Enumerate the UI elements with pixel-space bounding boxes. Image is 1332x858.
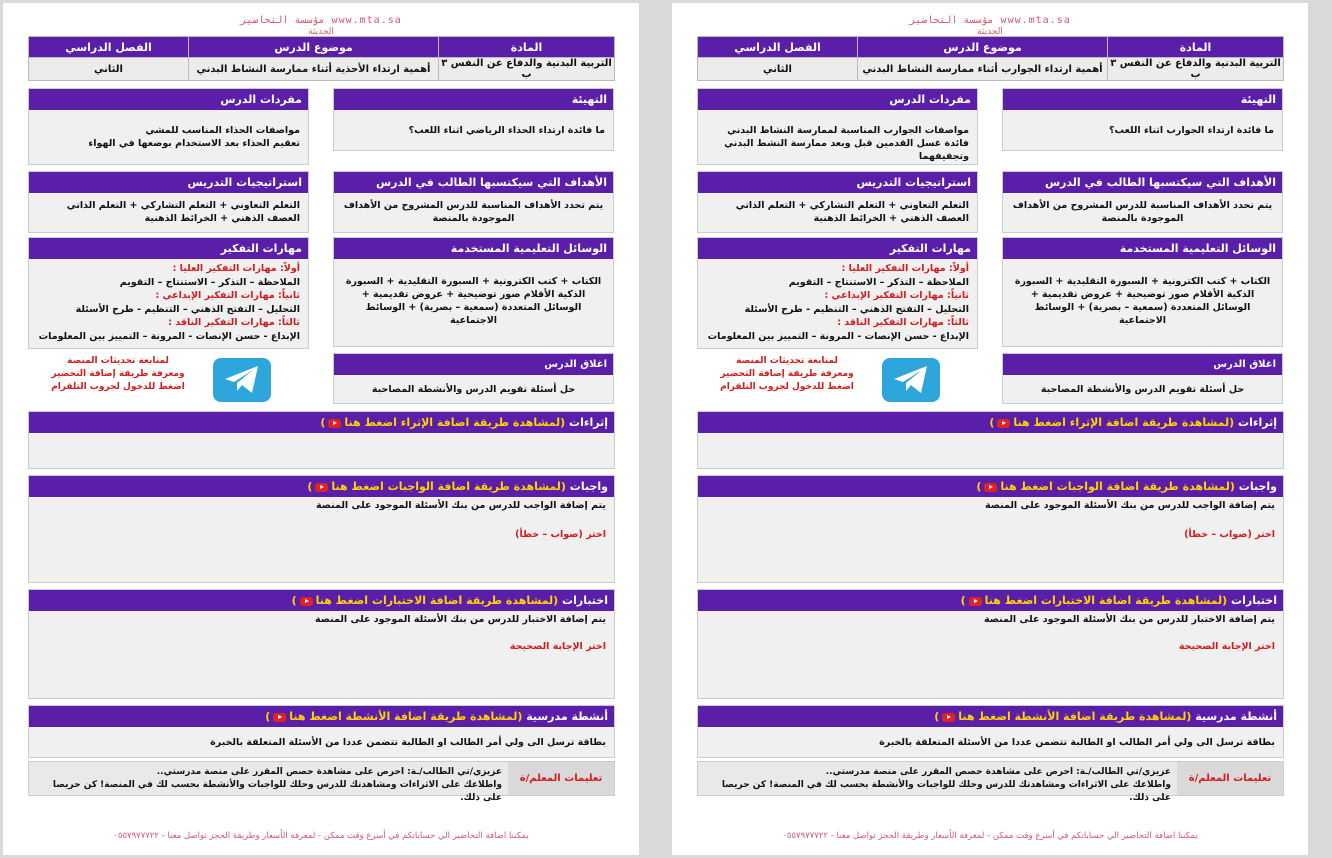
term-value: الثاني bbox=[698, 58, 858, 81]
thinking-title: مهارات التفكير bbox=[29, 238, 308, 259]
topic-value: أهمية ارتداء الأحذية أثناء ممارسة النشاط البدني bbox=[189, 58, 439, 81]
youtube-icon[interactable] bbox=[969, 597, 982, 606]
subject-value: التربية البدنية والدفاع عن النفس ٣ ب bbox=[1108, 58, 1284, 81]
strategies-line-1: التعلم التعاوني + التعلم التشاركي + التعلم الذاتي bbox=[66, 200, 300, 211]
closing-title: اغلاق الدرس bbox=[334, 354, 613, 375]
header-sub-text: الحديثة bbox=[308, 27, 334, 37]
col-term: الفصل الدراسي bbox=[698, 37, 858, 58]
vocab-line-2: تعقيم الحذاء بعد الاستخدام بوضعها في الهواء bbox=[88, 138, 300, 149]
youtube-icon[interactable] bbox=[273, 713, 286, 722]
teacher-notes-row bbox=[697, 761, 1284, 803]
closing-text: حل أسئلة تقويم الدرس والأنشطة المصاحبة bbox=[371, 383, 576, 395]
footer-contact: يمكننا اضافة التحاضير الي حساباتكم في أسرع وقت ممكن - لمعرفة الأسعار وطريقة الحجز تواصل معنا - ٠٥٥٧٩٧٧٧٢٢ bbox=[782, 831, 1198, 841]
activities-section bbox=[697, 705, 1284, 758]
tests-close-paren: ) bbox=[291, 594, 297, 607]
homework-type: اختر (صواب – خطأ) bbox=[1184, 529, 1275, 540]
tests-title[interactable] bbox=[29, 590, 614, 611]
activities-section bbox=[28, 705, 615, 758]
goals-text: يتم تحدد الأهداف المناسبة للدرس المشروح من الأهداف الموجودة بالمنصة bbox=[343, 200, 604, 224]
enrichment-link[interactable]: (لمشاهدة طريقة اضافة الإثراء اضغط هنا bbox=[344, 416, 566, 429]
vocab-line-1: مواصفات الجوارب المناسبة لممارسة النشاط البدني bbox=[727, 125, 969, 136]
enrichment-close-paren: ) bbox=[320, 416, 326, 429]
youtube-icon[interactable] bbox=[942, 713, 955, 722]
telegram-icon[interactable] bbox=[213, 358, 271, 402]
warmup-section bbox=[1002, 88, 1283, 151]
strategies-line-2: العصف الذهني + الخرائط الذهنية bbox=[813, 213, 969, 224]
col-term: الفصل الدراسي bbox=[29, 37, 189, 58]
activities-label: أنشطة مدرسية bbox=[1191, 710, 1277, 723]
tools-title: الوسائل التعليمية المستخدمة bbox=[1003, 238, 1282, 259]
promo-line-2: ومعرفة طريقة إضافة التحضير bbox=[51, 369, 185, 379]
homework-type: اختر (صواب – خطأ) bbox=[515, 529, 606, 540]
tests-section bbox=[697, 589, 1284, 699]
closing-text: حل أسئلة تقويم الدرس والأنشطة المصاحبة bbox=[1040, 383, 1245, 395]
closing-section bbox=[1002, 353, 1283, 404]
tests-type: اختر الإجابة الصحيحة bbox=[509, 641, 606, 652]
homework-text: يتم إضافة الواجب للدرس من بنك الأسئلة الموجود على المنصة bbox=[315, 500, 606, 511]
homework-title[interactable] bbox=[698, 476, 1283, 497]
activities-text: بطاقة ترسل الى ولي أمر الطالب او الطالبة تتضمن عددا من الأسئلة المتعلقة بالخبرة bbox=[210, 736, 606, 748]
tools-text: الكتاب + كتب الكترونية + السبورة التقليدية + السبورة الذكية الأقلام صور توضيحية + عروض تقديمية + الوسائل المتعددة (سمعية – بصرية) + الوسائط الاجتماعية bbox=[345, 276, 602, 326]
youtube-icon[interactable] bbox=[328, 419, 341, 428]
teacher-notes-line-2: واطلاعك على الاثراءات ومشاهدتك للدرس وحلك للواجبات والأنشطة بحسب لك في المنصة! كن حريصا على ذلك. bbox=[52, 780, 502, 803]
thinking-text-3: الإبداع - حسن الإنصات - المرونة – التمييز بين المعلومات bbox=[38, 330, 300, 342]
activities-label: أنشطة مدرسية bbox=[522, 710, 608, 723]
promo-line-3: اضغط للدخول لجروب التلقرام bbox=[720, 382, 854, 392]
tests-close-paren: ) bbox=[960, 594, 966, 607]
vocab-section bbox=[697, 88, 978, 165]
strategies-section bbox=[28, 171, 309, 233]
vocab-title: مفردات الدرس bbox=[29, 89, 308, 110]
tools-text: الكتاب + كتب الكترونية + السبورة التقليدية + السبورة الذكية الأقلام صور توضيحية + عروض تقديمية + الوسائل المتعددة (سمعية – بصرية) + الوسائط الاجتماعية bbox=[1014, 276, 1271, 326]
closing-title: اغلاق الدرس bbox=[1003, 354, 1282, 375]
thinking-section bbox=[28, 237, 309, 349]
thinking-heading-3: ثالثاً: مهارات التفكير الناقد : bbox=[837, 317, 969, 328]
document-page-2 bbox=[672, 3, 1308, 855]
activities-title[interactable] bbox=[29, 706, 614, 727]
tests-link[interactable]: (لمشاهدة طريقة اضافة الاختبارات اضغط هنا bbox=[315, 594, 559, 607]
teacher-notes-label: تعليمات المعلم/ة bbox=[1177, 762, 1283, 795]
warmup-text: ما فائدة ارتداء الجوارب اثناء اللعب؟ bbox=[1109, 124, 1274, 136]
teacher-notes-text bbox=[29, 762, 508, 803]
tests-section bbox=[28, 589, 615, 699]
telegram-promo[interactable] bbox=[712, 355, 862, 394]
enrichment-link[interactable]: (لمشاهدة طريقة اضافة الإثراء اضغط هنا bbox=[1013, 416, 1235, 429]
term-value: الثاني bbox=[29, 58, 189, 81]
tools-title: الوسائل التعليمية المستخدمة bbox=[334, 238, 613, 259]
vocab-line-2: فائدة غسل القدمين قبل وبعد ممارسة النشط البدني وتجفيفهما bbox=[724, 138, 969, 162]
teacher-notes-line-1: عزيزي/تي الطالب/ـة: احرص على مشاهدة حصص المقرر على منصة مدرستي.. bbox=[156, 767, 502, 777]
warmup-section bbox=[333, 88, 614, 151]
enrichment-section bbox=[28, 411, 615, 469]
vocab-line-1: مواصفات الحذاء المناسب للمشي bbox=[145, 125, 300, 136]
homework-close-paren: ) bbox=[976, 480, 982, 493]
tests-text: يتم إضافة الاختبار للدرس من بنك الأسئلة الموجود على المنصة bbox=[314, 614, 606, 625]
homework-link[interactable]: (لمشاهدة طريقة اضافة الواجبات اضغط هنا bbox=[1000, 480, 1235, 493]
youtube-icon[interactable] bbox=[984, 483, 997, 492]
activities-text: بطاقة ترسل الى ولي أمر الطالب او الطالبة تتضمن عددا من الأسئلة المتعلقة بالخبرة bbox=[879, 736, 1275, 748]
goals-title: الأهداف التي سيكتسبها الطالب في الدرس bbox=[1003, 172, 1282, 193]
header-sub-text: الحديثة bbox=[977, 27, 1003, 37]
footer-contact: يمكننا اضافة التحاضير الي حساباتكم في أسرع وقت ممكن - لمعرفة الأسعار وطريقة الحجز تواصل معنا - ٠٥٥٧٩٧٧٧٢٢ bbox=[113, 831, 529, 841]
goals-text: يتم تحدد الأهداف المناسبة للدرس المشروح من الأهداف الموجودة بالمنصة bbox=[1012, 200, 1273, 224]
thinking-text-3: الإبداع - حسن الإنصات - المرونة – التمييز بين المعلومات bbox=[707, 330, 969, 342]
youtube-icon[interactable] bbox=[315, 483, 328, 492]
col-subject: المادة bbox=[1108, 37, 1284, 58]
thinking-heading-2: ثانياً: مهارات التفكير الإبداعي : bbox=[824, 290, 969, 301]
vocab-section bbox=[28, 88, 309, 165]
homework-link[interactable]: (لمشاهدة طريقة اضافة الواجبات اضغط هنا bbox=[331, 480, 566, 493]
strategies-title: استراتيجيات التدريس bbox=[29, 172, 308, 193]
homework-section bbox=[697, 475, 1284, 583]
goals-title: الأهداف التي سيكتسبها الطالب في الدرس bbox=[334, 172, 613, 193]
tests-text: يتم إضافة الاختبار للدرس من بنك الأسئلة الموجود على المنصة bbox=[983, 614, 1275, 625]
thinking-text-2: التحليل – التفتح الذهني – التنظيم - طرح الأسئلة bbox=[744, 303, 969, 315]
subject-value: التربية البدنية والدفاع عن النفس ٣ ب bbox=[439, 58, 615, 81]
strategies-title: استراتيجيات التدريس bbox=[698, 172, 977, 193]
teacher-notes-line-2: واطلاعك على الاثراءات ومشاهدتك للدرس وحلك للواجبات والأنشطة بحسب لك في المنصة! كن حريصا على ذلك. bbox=[721, 780, 1171, 803]
thinking-section bbox=[697, 237, 978, 349]
promo-line-1: لمتابعة تحديثات المنصة bbox=[67, 356, 169, 366]
header-site: www.mta.sa مؤسسة التحاضير bbox=[909, 15, 1071, 26]
tests-link[interactable]: (لمشاهدة طريقة اضافة الاختبارات اضغط هنا bbox=[984, 594, 1228, 607]
info-table bbox=[28, 36, 615, 81]
topic-value: أهمية ارتداء الجوارب أثناء ممارسة النشاط البدني bbox=[858, 58, 1108, 81]
col-topic: موضوع الدرس bbox=[858, 37, 1108, 58]
homework-label: واجبات bbox=[1234, 480, 1277, 493]
homework-close-paren: ) bbox=[307, 480, 313, 493]
homework-title[interactable] bbox=[29, 476, 614, 497]
closing-section bbox=[333, 353, 614, 404]
col-subject: المادة bbox=[439, 37, 615, 58]
thinking-heading-1: أولاً: مهارات التفكير العليا : bbox=[172, 263, 300, 274]
enrichment-section bbox=[697, 411, 1284, 469]
thinking-heading-2: ثانياً: مهارات التفكير الإبداعي : bbox=[155, 290, 300, 301]
goals-section bbox=[1002, 171, 1283, 233]
strategies-line-1: التعلم التعاوني + التعلم التشاركي + التعلم الذاتي bbox=[735, 200, 969, 211]
promo-line-1: لمتابعة تحديثات المنصة bbox=[736, 356, 838, 366]
telegram-icon[interactable] bbox=[882, 358, 940, 402]
teacher-notes-line-1: عزيزي/تي الطالب/ـة: احرص على مشاهدة حصص المقرر على منصة مدرستي.. bbox=[825, 767, 1171, 777]
homework-label: واجبات bbox=[565, 480, 608, 493]
strategies-line-2: العصف الذهني + الخرائط الذهنية bbox=[144, 213, 300, 224]
tests-type: اختر الإجابة الصحيحة bbox=[1178, 641, 1275, 652]
col-topic: موضوع الدرس bbox=[189, 37, 439, 58]
info-table bbox=[697, 36, 1284, 81]
warmup-text: ما فائدة ارتداء الحذاء الرياضي اثناء اللعب؟ bbox=[408, 124, 605, 136]
activities-title[interactable] bbox=[698, 706, 1283, 727]
thinking-title: مهارات التفكير bbox=[698, 238, 977, 259]
enrichment-title[interactable] bbox=[698, 412, 1283, 433]
warmup-title: التهيئة bbox=[1003, 89, 1282, 110]
enrichment-close-paren: ) bbox=[989, 416, 995, 429]
tools-section bbox=[333, 237, 614, 347]
thinking-text-1: الملاحظة – التذكر – الاستنتاج – التقويم bbox=[119, 276, 300, 288]
youtube-icon[interactable] bbox=[300, 597, 313, 606]
activities-link[interactable]: (لمشاهدة طريقة اضافة الأنشطة اضغط هنا bbox=[958, 710, 1192, 723]
enrichment-label: إثراءات bbox=[1234, 416, 1277, 429]
telegram-promo[interactable] bbox=[43, 355, 193, 394]
activities-close-paren: ) bbox=[934, 710, 940, 723]
enrichment-title[interactable] bbox=[29, 412, 614, 433]
goals-section bbox=[333, 171, 614, 233]
tests-title[interactable] bbox=[698, 590, 1283, 611]
tests-label: اختبارات bbox=[558, 594, 608, 607]
homework-section bbox=[28, 475, 615, 583]
thinking-text-1: الملاحظة – التذكر – الاستنتاج – التقويم bbox=[788, 276, 969, 288]
teacher-notes-row bbox=[28, 761, 615, 803]
tools-section bbox=[1002, 237, 1283, 347]
teacher-notes-label: تعليمات المعلم/ة bbox=[508, 762, 614, 795]
youtube-icon[interactable] bbox=[997, 419, 1010, 428]
promo-line-2: ومعرفة طريقة إضافة التحضير bbox=[720, 369, 854, 379]
warmup-title: التهيئة bbox=[334, 89, 613, 110]
teacher-notes-text bbox=[698, 762, 1177, 803]
thinking-heading-1: أولاً: مهارات التفكير العليا : bbox=[841, 263, 969, 274]
activities-close-paren: ) bbox=[265, 710, 271, 723]
thinking-heading-3: ثالثاً: مهارات التفكير الناقد : bbox=[168, 317, 300, 328]
vocab-title: مفردات الدرس bbox=[698, 89, 977, 110]
header-site: www.mta.sa مؤسسة التحاضير bbox=[240, 15, 402, 26]
promo-line-3: اضغط للدخول لجروب التلقرام bbox=[51, 382, 185, 392]
activities-link[interactable]: (لمشاهدة طريقة اضافة الأنشطة اضغط هنا bbox=[289, 710, 523, 723]
document-page-1 bbox=[3, 3, 639, 855]
thinking-text-2: التحليل – التفتح الذهني – التنظيم - طرح الأسئلة bbox=[75, 303, 300, 315]
homework-text: يتم إضافة الواجب للدرس من بنك الأسئلة الموجود على المنصة bbox=[984, 500, 1275, 511]
enrichment-label: إثراءات bbox=[565, 416, 608, 429]
tests-label: اختبارات bbox=[1227, 594, 1277, 607]
strategies-section bbox=[697, 171, 978, 233]
